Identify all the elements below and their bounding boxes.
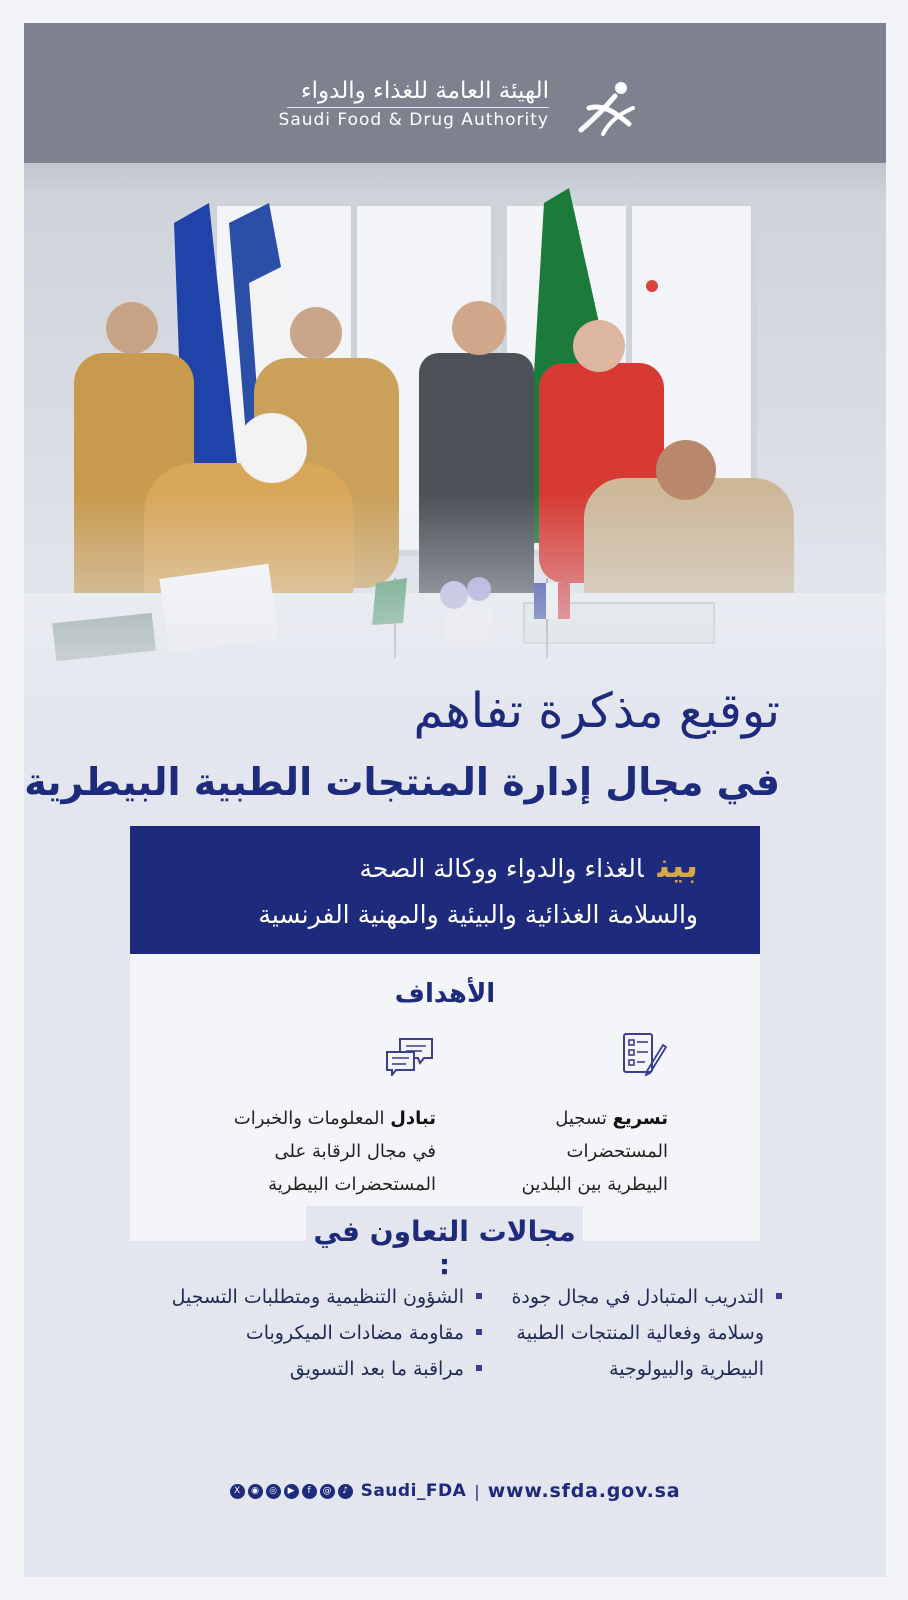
instagram-icon[interactable]: ◎ [266, 1484, 281, 1499]
facebook-icon[interactable]: f [302, 1484, 317, 1499]
goal-1-text-3: البيطرية بين البلدين [521, 1174, 668, 1195]
signing-ceremony-photo [24, 23, 886, 723]
bullet-icon [476, 1365, 482, 1371]
logo-divider [287, 107, 549, 108]
form-check-icon [621, 1031, 667, 1077]
bullet-icon [476, 1329, 482, 1335]
list-item: مقاومة مضادات الميكروبات [152, 1315, 482, 1351]
list-item-continuation: وسلامة وفعالية المنتجات الطبية [516, 1322, 764, 1344]
list-item: التدريب المتبادل في مجال جودة [512, 1279, 782, 1315]
footer-separator: | [474, 1481, 480, 1501]
threads-icon[interactable]: @ [320, 1484, 335, 1499]
social-handle[interactable]: Saudi_FDA [360, 1481, 467, 1501]
goal-2-text-3: المستحضرات البيطرية [268, 1174, 436, 1195]
list-item-continuation: البيطرية والبيولوجية [609, 1358, 764, 1380]
chat-bubbles-icon [384, 1036, 436, 1076]
cooperation-title: مجالات التعاون في : [313, 1215, 576, 1281]
list-item: مراقبة ما بعد التسويق [152, 1351, 482, 1387]
goal-2-lead: تبادل [390, 1108, 436, 1129]
x-icon[interactable]: X [230, 1484, 245, 1499]
parties-line-1 [360, 846, 699, 886]
goal-1-lead: تسريع [612, 1108, 668, 1129]
social-icons [230, 1484, 353, 1499]
headline-subtitle: في مجال إدارة المنتجات الطبية البيطرية [24, 760, 780, 804]
bullet-icon [476, 1293, 482, 1299]
youtube-icon[interactable]: ▶ [284, 1484, 299, 1499]
logo-english-name: Saudi Food & Drug Authority [278, 110, 549, 130]
parties-line-1-text: الغذاء والدواء ووكالة الصحة [359, 854, 644, 883]
parties-line-2: والسلامة الغذائية والبيئية والمهنية الفرنسية [258, 900, 698, 929]
goals-title: الأهداف [394, 979, 496, 1009]
goal-1-text-2: المستحضرات [566, 1141, 668, 1162]
goal-2-text-1: المعلومات والخبرات [233, 1108, 385, 1129]
bullet-icon [776, 1293, 782, 1299]
goals-panel [130, 954, 760, 1241]
goal-exchange-information [176, 1102, 436, 1201]
parties-banner [130, 826, 760, 954]
poster [24, 23, 886, 1577]
snapchat-icon[interactable]: ◉ [248, 1484, 263, 1499]
cooperation-list-right [512, 1279, 782, 1387]
sfda-mark-icon [575, 78, 639, 138]
sfda-logo [279, 78, 639, 148]
goal-2-text-2: في مجال الرقابة على [274, 1141, 436, 1162]
website-link[interactable]: www.sfda.gov.sa [487, 1480, 681, 1502]
tiktok-icon[interactable]: ♪ [338, 1484, 353, 1499]
goal-accelerate-registration [448, 1102, 668, 1201]
list-item: الشؤون التنظيمية ومتطلبات التسجيل [152, 1279, 482, 1315]
cooperation-list-left [152, 1279, 482, 1387]
headline-title: توقيع مذكرة تفاهم [413, 683, 780, 739]
parties-highlight: بين [657, 846, 698, 886]
goal-1-text-1: تسجيل [555, 1108, 607, 1129]
logo-arabic-name: الهيئة العامة للغذاء والدواء [300, 78, 549, 104]
footer [24, 1476, 886, 1506]
